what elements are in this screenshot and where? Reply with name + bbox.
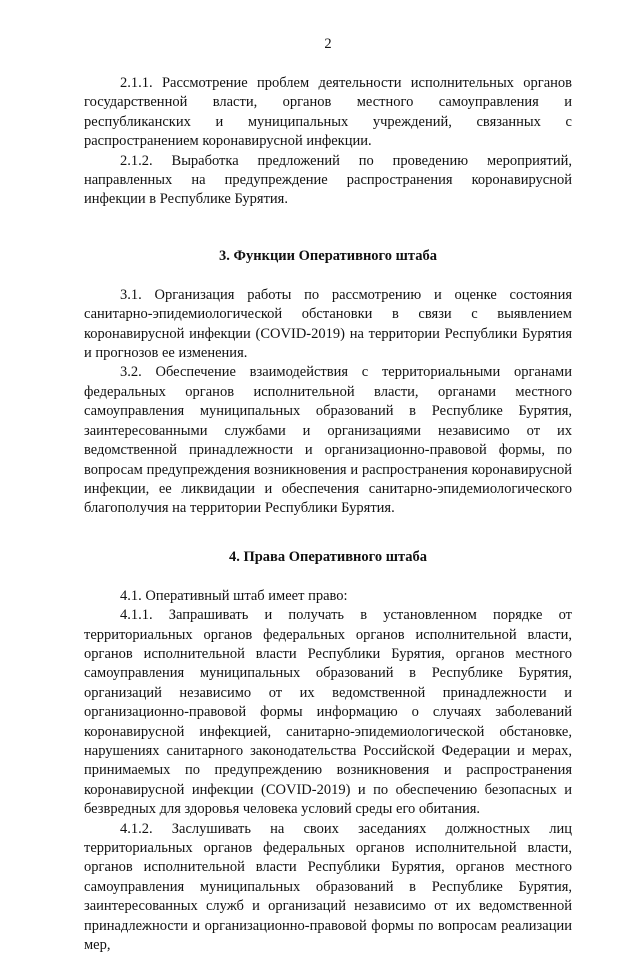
paragraph-2-1-2: 2.1.2. Выработка предложений по проведению мероприятий, направленных на предупреждение распространения коронавирусной инфекции в Республике Бурятия.: [84, 152, 572, 208]
paragraph-4-1: 4.1. Оперативный штаб имеет право:: [120, 587, 348, 604]
section-3-heading: 3. Функции Оперативного штаба: [219, 247, 437, 264]
paragraph-2-1-1: 2.1.1. Рассмотрение проблем деятельности исполнительных органов государственной власти, органов местного самоуправления и республиканских и муниципальных учреждений, связанных с распространением коронавирусной инфекции.: [84, 75, 572, 150]
section-4-heading: 4. Права Оперативного штаба: [228, 548, 428, 565]
page-number: 2: [324, 36, 332, 52]
paragraph-4-1-1: 4.1.1. Запрашивать и получать в установленном порядке от территориальных органов федеральных органов исполнительной власти, органов исполнительной власти Республики Бурятия, органов местного самоуправления муниципальных образований в Республике Бурятия, организаций независимо от их ведомственной принадлежности и организационно-правовой формы информацию о случаях заболеваний коронавирусной инфекцией, санитарно-эпидемиологической обстановке, нарушениях санитарного законодательства Российской Федерации и мерах, принимаемых по предупреждению возникновения и распространения коронавирусной инфекции (COVID-2019) и по обеспечению безопасных и безвредных для здоровья человека условий среды его обитания.: [84, 607, 572, 818]
paragraph-3-1: 3.1. Организация работы по рассмотрению и оценке состояния санитарно-эпидемиологической обстановки в связи с выявлением коронавирусной инфекции (COVID-2019) на территории Республики Бурятия и прогнозов ее изменения.: [84, 286, 572, 362]
paragraph-4-1-2: 4.1.2. Заслушивать на своих заседаниях должностных лиц территориальных органов федеральных органов исполнительной власти, органов исполнительной власти Республики Бурятия, органов местного самоуправления муниципальных образований в Республике Бурятия, заинтересованных служб и организаций независимо от их ведомственной принадлежности и организационно-правовой формы по вопросам реализации мер,: [84, 820, 572, 954]
paragraph-3-2: 3.2. Обеспечение взаимодействия с территориальными органами федеральных органов исполнительной власти, органами местного самоуправления муниципальных образований в Республике Бурятия, заинтересованными службами и организациями независимо от их ведомственной принадлежности и организационно-правовой формы, по вопросам предупреждения возникновения и распространения коронавирусной инфекции, ее ликвидации и обеспечения санитарно-эпидемиологического благополучия на территории Республики Бурятия.: [84, 364, 572, 517]
